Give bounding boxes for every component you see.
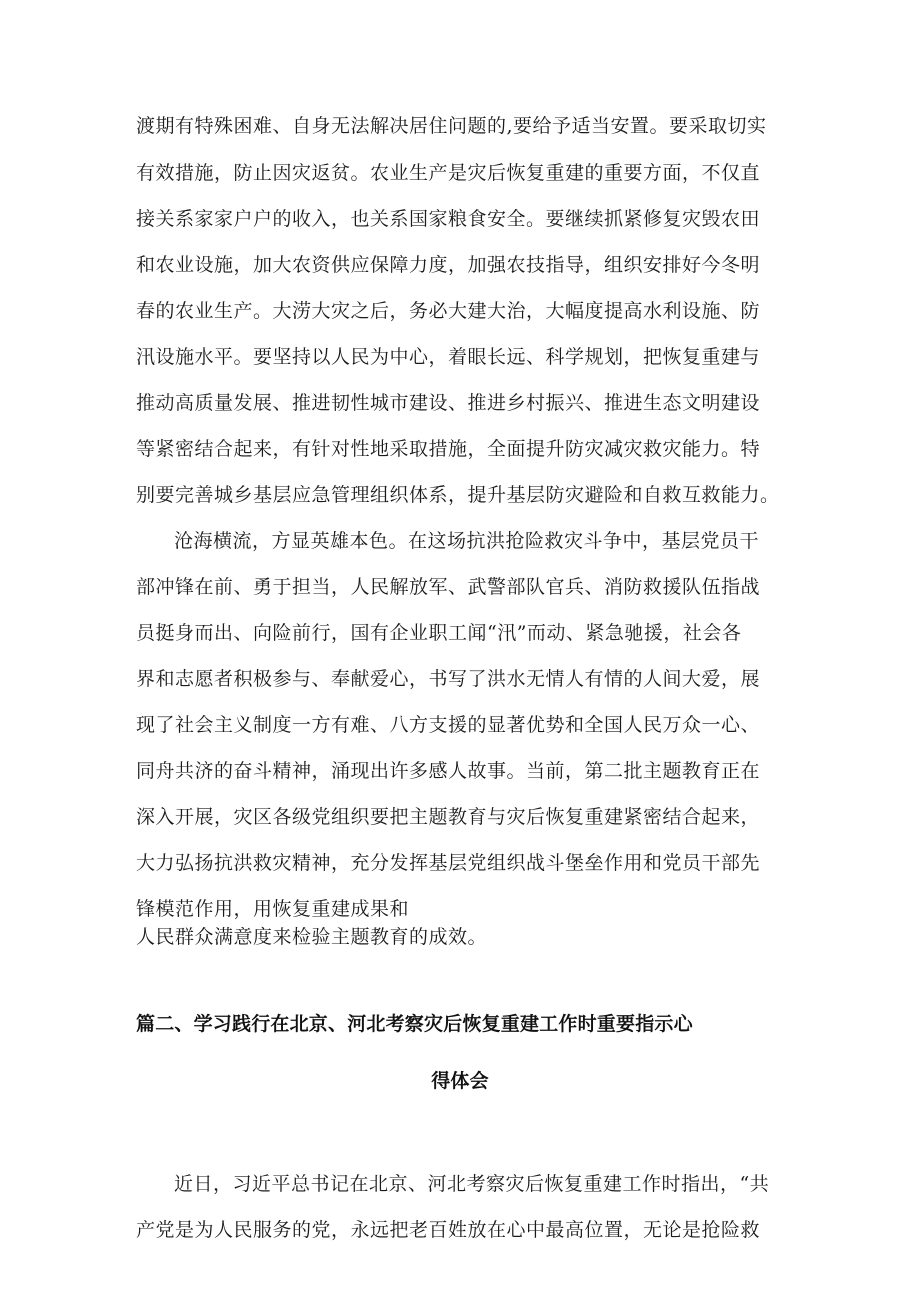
text-line: 等紧密结合起来，有针对性地采取措施，全面提升防灾减灾救灾能力。特	[136, 438, 761, 460]
text-line: 人民群众满意度来检验主题教育的成效。	[136, 926, 488, 948]
text-line: 同舟共济的奋斗精神，涌现出许多感人故事。当前，第二批主题教育正在	[136, 760, 761, 782]
text-line: 锋模范作用，用恢复重建成果和	[136, 898, 410, 920]
text-line: 汛设施水平。要坚持以人民为中心，着眼长远、科学规划，把恢复重建与	[136, 346, 761, 368]
text-line: 春的农业生产。大涝大灾之后，务必大建大治，大幅度提高水利设施、防	[136, 300, 761, 322]
text-line: 深入开展，灾区各级党组织要把主题教育与灾后恢复重建紧密结合起来，	[136, 806, 761, 828]
text-line: 现了社会主义制度一方有难、八方支援的显著优势和全国人民万众一心、	[136, 714, 761, 736]
text-line: 渡期有特殊困难、自身无法解决居住问题的,要给予适当安置。要采取切实	[136, 115, 767, 137]
section-heading-continuation: 得体会	[431, 1070, 489, 1092]
text-line: 大力弘扬抗洪救灾精神，充分发挥基层党组织战斗堡垒作用和党员干部先	[136, 852, 761, 874]
text-line: 界和志愿者积极参与、奉献爱心，书写了洪水无情人有情的人间大爱，展	[136, 668, 761, 690]
section-heading: 篇二、学习践行在北京、河北考察灾后恢复重建工作时重要指示心	[136, 1013, 693, 1035]
text-line: 部冲锋在前、勇于担当，人民解放军、武警部队官兵、消防救援队伍指战	[136, 576, 761, 598]
text-line: 推动高质量发展、推进韧性城市建设、推进乡村振兴、推进生态文明建设	[136, 392, 761, 414]
text-line: 产党是为人民服务的党，永远把老百姓放在心中最高位置，无论是抢险救	[136, 1219, 761, 1241]
text-line-indented: 沧海横流，方显英雄本色。在这场抗洪抢险救灾斗争中，基层党员干	[174, 530, 760, 552]
text-line: 有效措施，防止因灾返贫。农业生产是灾后恢复重建的重要方面，不仅直	[136, 162, 761, 184]
text-line: 和农业设施，加大农资供应保障力度，加强农技指导，组织安排好今冬明	[136, 254, 761, 276]
text-line-indented: 近日，习近平总书记在北京、河北考察灾后恢复重建工作时指出，“共	[174, 1173, 770, 1195]
text-line: 员挺身而出、向险前行，国有企业职工闻“汛”而动、紧急驰援，社会各	[136, 622, 742, 644]
text-line: 别要完善城乡基层应急管理组织体系，提升基层防灾避险和自救互救能力。	[136, 484, 780, 506]
text-line: 接关系家家户户的收入，也关系国家粮食安全。要继续抓紧修复灾毁农田	[136, 208, 761, 230]
